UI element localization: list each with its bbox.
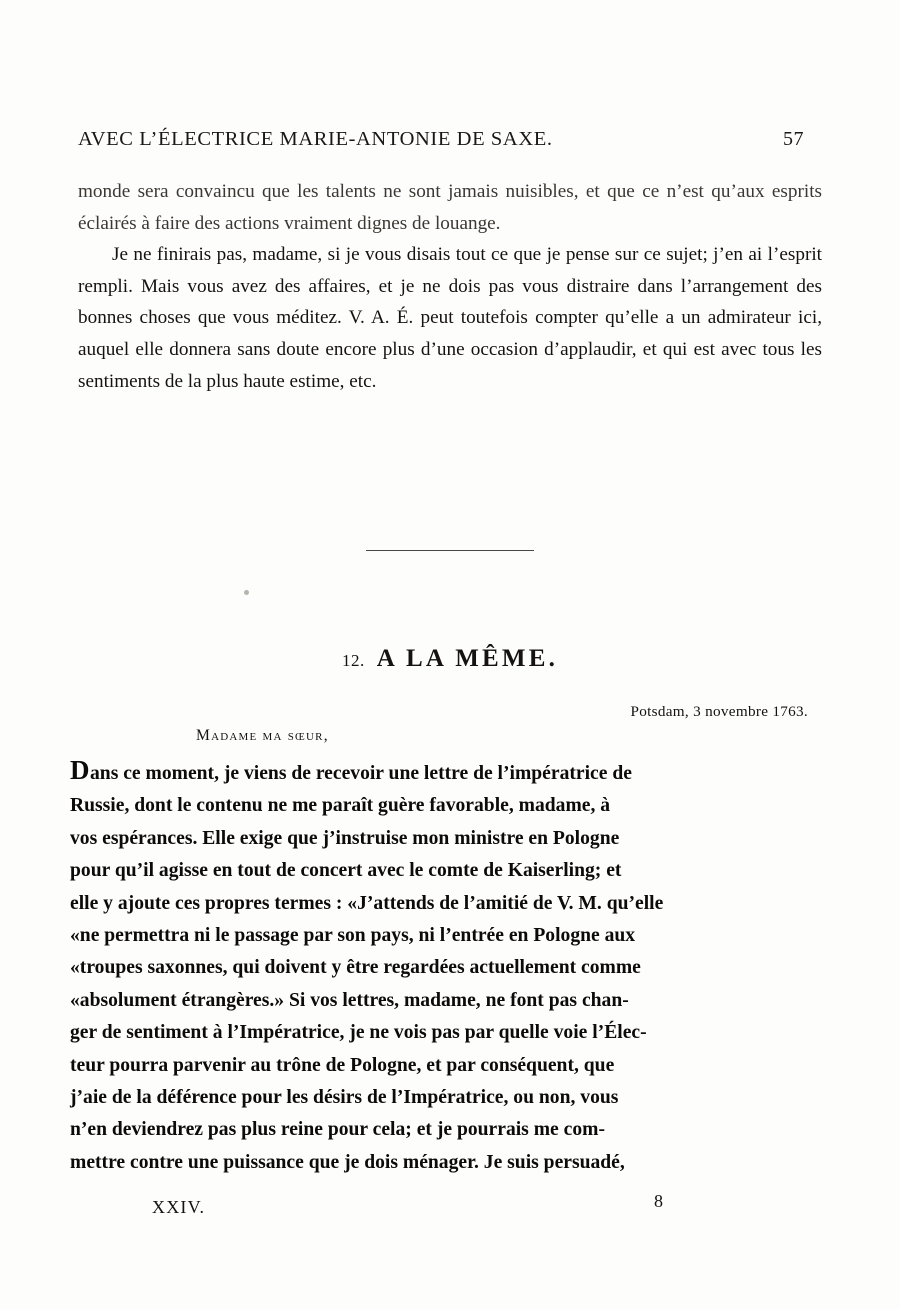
letter-line: ans ce moment, je viens de recevoir une lettre de l’impératrice de xyxy=(90,763,632,784)
letter-line: elle y ajoute ces propres termes : «J’attends de l’amitié de V. M. qu’elle xyxy=(70,892,664,914)
letter-line: ger de sentiment à l’Impératrice, je ne vois pas par quelle voie l’Élec- xyxy=(70,1022,647,1044)
letter-line: mettre contre une puissance que je dois ménager. Je suis persuadé, xyxy=(70,1151,625,1173)
running-head xyxy=(78,128,822,151)
running-head-title: AVEC L’ÉLECTRICE MARIE-ANTONIE DE SAXE. xyxy=(78,128,553,150)
letter-salutation: Madame ma sœur, xyxy=(196,727,329,744)
paragraph-closing: Je ne finirais pas, madame, si je vous disais tout ce que je pense sur ce sujet; j’en ai l’esprit rempli. Mais vous avez des affaires, et je ne dois pas vous distraire dans l’arrangement des bonnes choses que vous méditez. V. A. É. peut toutefois compter qu’elle a un admirateur ici, auquel elle donnera sans doute encore plus d’une occasion d’applaudir, et qui est avec tous les sentiments de la plus haute estime, etc. xyxy=(78,244,822,392)
sheet-number: 8 xyxy=(654,1191,663,1211)
section-divider-rule xyxy=(366,550,534,551)
letter-line: «absolument étrangères.» Si vos lettres, madame, ne font pas chan- xyxy=(70,989,629,1011)
paragraph-continuation: monde sera convaincu que les talents ne sont jamais nuisibles, et que ce n’est qu’aux esprits éclairés à faire des actions vraiment dignes de louange. xyxy=(78,181,822,234)
letter-line: «ne permettra ni le passage par son pays, ni l’entrée en Pologne aux xyxy=(70,925,636,947)
letter-dateline: Potsdam, 3 novembre 1763. xyxy=(630,703,808,720)
letter-line: «troupes saxonnes, qui doivent y être regardées actuellement comme xyxy=(70,957,641,979)
letter-title: A LA MÊME. xyxy=(376,645,559,672)
ink-speck xyxy=(244,590,249,595)
letter-line: vos espérances. Elle exige que j’instruise mon ministre en Pologne xyxy=(70,827,620,849)
letter-line: pour qu’il agisse en tout de concert avec le comte de Kaiserling; et xyxy=(70,860,622,882)
letter-line: n’en deviendrez pas plus reine pour cela; et je pourrais me com- xyxy=(70,1119,605,1141)
letter-heading xyxy=(0,645,900,673)
top-text-block xyxy=(78,176,822,397)
letter-body xyxy=(70,757,822,1179)
letter-number: 12. xyxy=(341,651,365,670)
letter-line: Russie, dont le contenu ne me paraît guère favorable, madame, à xyxy=(70,795,611,817)
letter-line: teur pourra parvenir au trône de Pologne, et par conséquent, que xyxy=(70,1054,615,1076)
drop-cap: D xyxy=(70,755,90,785)
letter-line: j’aie de la déférence pour les désirs de l’Impératrice, ou non, vous xyxy=(70,1087,619,1109)
page-folio-number: 57 xyxy=(783,128,804,150)
volume-signature: XXIV. xyxy=(152,1197,206,1217)
